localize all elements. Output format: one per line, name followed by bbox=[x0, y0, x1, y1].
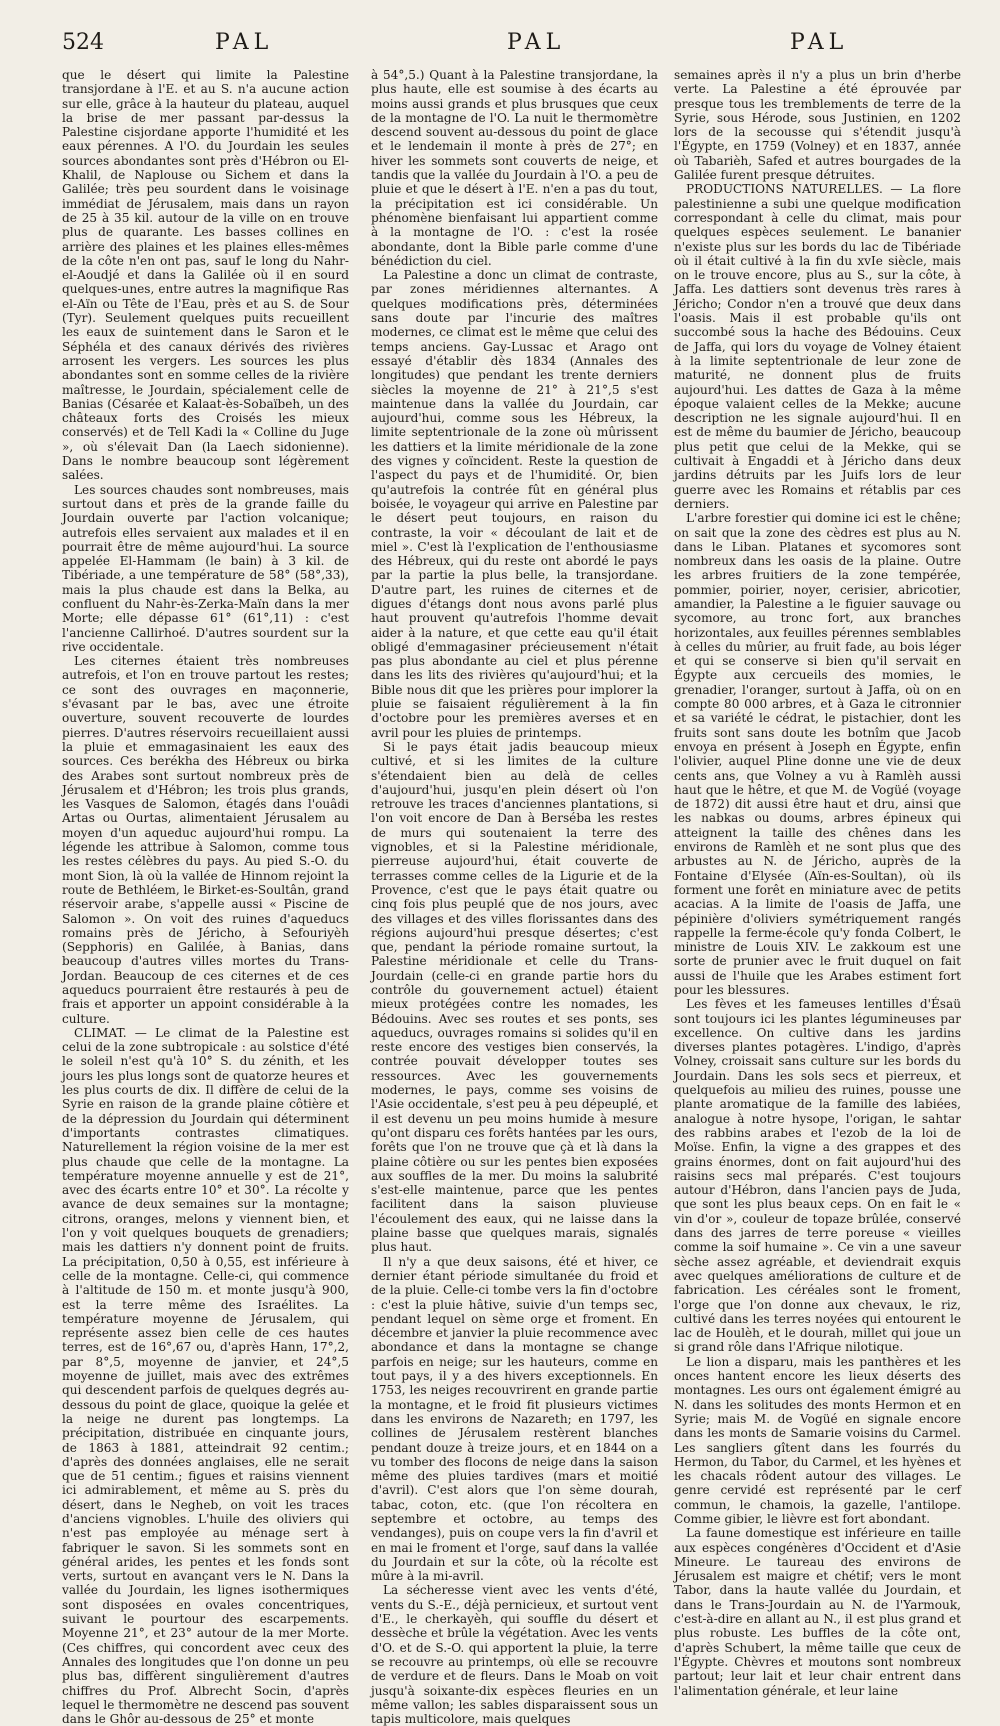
paragraph-climat: CLIMAT. — Le climat de la Palestine est celui de la zone subtropicale : au solstice d'été le soleil n'est qu'à 10° S. du zénith, et les jours les plus longs sont de quatorze heures et les plus courts de dix. Il diffère de celui de la Syrie en raison de la grande plaine côtière et de la dépression du Jourdain qui déterminent d'importants contrastes climatiques. Naturellement la région voisine de la mer est plus chaude que celle de la montagne. La température moyenne annuelle y est de 21°, avec des écarts entre 10° et 30°. La récolte y avance de deux semaines sur la montagne; citrons, oranges, melons y viennent bien, et l'on y voit quelques bouquets de grenadiers; mais les dattiers n'y donnent point de fruits. La précipitation, 0,50 à 0,55, est inférieure à celle de la montagne. Celle-ci, qui commence à l'altitude de 150 m. et monte jusqu'à 900, est la terre même des Israélites. La température moyenne de Jérusalem, qui représente assez bien celle de ces hautes terres, est de 16°,67 ou, d'après Hann, 17°,2, par 8°,5, moyenne de janvier, et 24°,5 moyenne de juillet, mais avec des extrêmes qui descendent parfois de quelques degrés au-dessous du point de glace, quoique la gelée et la neige ne durent pas longtemps. La précipitation, distribuée en cinquante jours, de 1863 à 1881, atteindrait 92 centim.; d'après des données anglaises, elle ne serait que de 51 centim.; figues et raisins viennent ici admirablement, et même au S. près du désert, dans le Negheb, on voit les traces d'anciens vignobles. L'huile des oliviers qui n'est pas employée au ménage sert à fabriquer le savon. Si les sommets sont en général arides, les pentes et les fonds sont verts, surtout en avançant vers le N. Dans la vallée du Jourdain, les lignes isothermiques sont disposées en ovales concentriques, suivant le pourtour des escarpements. Moyenne 21°, et 23° autour de la mer Morte. (Ces chiffres, qui concordent avec ceux des Annales des longitudes que l'on donne un peu plus bas, diffèrent singulièrement d'autres chiffres du Prof. Albrecht Socin, d'après lequel le thermomètre ne descend pas souvent dans le Ghôr au-dessous de 25° et monte bbox=[62, 1025, 350, 1726]
paragraph: Les citernes étaient très nombreuses autrefois, et l'on en trouve partout les restes; ce sont des ouvrages en maçonnerie, s'évasant par le bas, avec une étroite ouverture, souvent recouverte de lourdes pierres. D'autres réservoirs recueillaient aussi la pluie et emmagasinaient les eaux des sources. Ces berékha des Hébreux ou birka des Arabes sont surtout nombreux près de Jérusalem et d'Hébron; les trois plus grands, les Vasques de Salomon, étagés dans l'ouâdi Artas ou Ourtas, alimentaient Jérusalem au moyen d'un aqueduc aujourd'hui rompu. La légende les attribue à Salomon, comme tous les restes célèbres du pays. Au pied S.-O. du mont Sion, là où la vallée de Hinnom rejoint la route de Bethléem, le Birket-es-Soultân, grand réservoir arabe, s'appelle aussi « Piscine de Salomon ». On voit des ruines d'aqueducs romains près de Jéricho, à Sefouriyèh (Sepphoris) en Galilée, à Banias, dans beaucoup d'autres villes mortes du Trans-Jordan. Beaucoup de ces citernes et de ces aqueducs pourraient être restaurés à peu de frais et apporter un appoint considérable à la culture. bbox=[62, 654, 349, 1026]
text-column-3 bbox=[674, 68, 961, 1698]
running-head-left: PAL bbox=[215, 30, 274, 55]
paragraph: Les fèves et les fameuses lentilles d'Ésaü sont toujours ici les plantes légumineuses par excellence. On cultive dans les jardins diverses plantes potagères. L'indigo, d'après Volney, croissait sans culture sur les bords du Jourdain. Dans les sols secs et pierreux, et quelquefois au milieu des ruines, pousse une plante aromatique de la famille des labiées, analogue à notre hysope, l'origan, le sahtar des rabbins arabes et l'ezob de la loi de Moïse. Enfin, la vigne a des grappes et des grains énormes, dont on fait aujourd'hui des raisins secs mal préparés. C'est toujours autour d'Hébron, dans l'ancien pays de Juda, que sont les plus beaux ceps. On en fait le « vin d'or », couleur de topaze brûlée, conservé dans des jarres de terre poreuse « vieilles comme la soif humaine ». Ce vin a une saveur sèche assez agréable, et deviendrait exquis avec quelques améliorations de culture et de fabrication. Les céréales sont le froment, l'orge que l'on donne aux chevaux, le riz, cultivé dans les terres noyées qui entourent le lac de Houlèh, et le dourah, millet qui joue un si grand rôle dans l'Afrique nilotique. bbox=[674, 997, 961, 1355]
paragraph: L'arbre forestier qui domine ici est le chêne; on sait que la zone des cèdres est plus au N. dans le Liban. Platanes et sycomores sont nombreux dans les oasis de la plaine. Outre les arbres fruitiers de la zone tempérée, pommier, poirier, noyer, cerisier, abricotier, amandier, la Palestine a le figuier sauvage ou sycomore, au tronc fort, aux branches horizontales, aux feuilles pérennes semblables à celles du mûrier, au fruit fade, au bois léger et qui se conserve si bien qu'il servait en Égypte aux cercueils des momies, le grenadier, l'oranger, surtout à Jaffa, où on en compte 80 000 arbres, et à Gaza le citronnier et sa variété le cédrat, le pistachier, dont les fruits sont sans doute les botnîm que Jacob envoya en présent à Joseph en Égypte, enfin l'olivier, auquel Pline donne une vie de deux cents ans, que Volney a vu à Ramlèh aussi haut que le hêtre, et que M. de Vogüé (voyage de 1872) dit aussi être haut et dru, ainsi que les nabkas ou doums, arbres épineux qui atteignent la taille des chênes dans les environs de Ramlèh et ne sont plus que des arbustes au N. de Jéricho, auprès de la Fontaine d'Elysée (Aïn-es-Soultan), où ils forment une forêt en miniature avec de petits acacias. A la limite de l'oasis de Jaffa, une pépinière d'oliviers symétriquement rangés rappelle la ferme-école qu'y fonda Colbert, le ministre de Louis XIV. Le zakkoum est une sorte de prunier avec le fruit duquel on fait aussi de l'huile que les Arabes estiment fort pour les blessures. bbox=[674, 511, 961, 997]
text-column-2 bbox=[371, 68, 658, 1726]
page-number: 524 bbox=[62, 30, 104, 55]
paragraph: à 54°,5.) Quant à la Palestine transjordane, la plus haute, elle est soumise à des écarts au moins aussi grands et plus brusques que ceux de la montagne de l'O. La nuit le thermomètre descend souvent au-dessous du point de glace et le lendemain il monte à près de 27°; en hiver les sommets sont couverts de neige, et tandis que la vallée du Jourdain à l'O. a peu de pluie et que le désert à l'E. n'en a pas du tout, la précipitation est ici considérable. Un phénomène bienfaisant lui appartient comme à la montagne de l'O. : c'est la rosée abondante, dont la Bible parle comme d'une bénédiction du ciel. bbox=[371, 68, 658, 268]
text-column-1 bbox=[62, 68, 350, 1726]
running-head-center: PAL bbox=[507, 30, 566, 55]
paragraph: Les sources chaudes sont nombreuses, mais surtout dans et près de la grande faille du Jourdain ouverte par l'action volcanique; autrefois elles servaient aux malades et il en pourrait être de même aujourd'hui. La source appelée El-Hammam (le bain) à 3 kil. de Tibériade, a une température de 58° (58°,33), mais la plus chaude est dans la Belka, au confluent du Nahr-ès-Zerka-Maïn dans la mer Morte; elle dépasse 61° (61°,11) : c'est l'ancienne Callirhoé. D'autres sourdent sur la rive occidentale. bbox=[62, 482, 349, 654]
paragraph: La Palestine a donc un climat de contraste, par zones méridiennes alternantes. A quelques modifications près, déterminées sans doute par l'incurie des maîtres modernes, ce climat est le même que celui des temps anciens. Gay-Lussac et Arago ont essayé d'établir dès 1834 (Annales des longitudes) que pendant les trente derniers siècles la moyenne de 21° à 21°,5 s'est maintenue dans la vallée du Jourdain, car aujourd'hui, comme sous les Hébreux, la limite septentrionale de la zone où mûrissent les dattiers et la limite méridionale de la zone des vignes y coïncident. Reste la question de l'aspect du pays et de l'humidité. Or, bien qu'autrefois la contrée fût en général plus boisée, le voyageur qui arrive en Palestine par le désert peut toujours, en raison du contraste, la voir « découlant de lait et de miel ». C'est là l'explication de l'enthousiasme des Hébreux, qui du reste ont abordé le pays par la partie la plus belle, la transjordane. D'autre part, les ruines de citernes et de digues d'étangs dont nous avons parlé plus haut prouvent qu'autrefois l'homme devait aider à la nature, et que cette eau qu'il était obligé d'emmagasiner précieusement n'était pas plus abondante au ciel et plus pérenne dans les lits des rivières qu'aujourd'hui; et la Bible nous dit que les prières pour implorer la pluie se faisaient régulièrement à la fin d'octobre pour les premières averses et en avril pour les pluies de printemps. bbox=[371, 268, 658, 740]
paragraph: La sécheresse vient avec les vents d'été, vents du S.-E., déjà pernicieux, et surtout vent d'E., le cherkayèh, qui souffle du désert et dessèche et brûle la végétation. Avec les vents d'O. et de S.-O. qui apportent la pluie, la terre se recouvre au printemps, où elle se recouvre de verdure et de fleurs. Dans le Moab on voit jusqu'à soixante-dix espèces fleuries en un même vallon; les sables disparaissent sous un tapis multicolore, mais quelques bbox=[371, 1583, 658, 1726]
paragraph: La faune domestique est inférieure en taille aux espèces congénères d'Occident et d'Asie Mineure. Le taureau des environs de Jérusalem est maigre et chétif; vers le mont Tabor, dans la haute vallée du Jourdain, et dans le Trans-Jourdain au N. de l'Yarmouk, c'est-à-dire en allant au N., il est plus grand et plus robuste. Les buffles de la côte ont, d'après Schubert, la même taille que ceux de l'Égypte. Chèvres et moutons sont nombreux partout; leur lait et leur chair entrent dans l'alimentation générale, et leur laine bbox=[674, 1526, 961, 1698]
paragraph: Si le pays était jadis beaucoup mieux cultivé, et si les limites de la culture s'étendaient bien au delà de celles d'aujourd'hui, jusqu'en plein désert où l'on retrouve les traces d'anciennes plantations, si l'on voit encore de Dan à Berséba les restes de murs qui soutenaient la terre des vignobles, et si la Palestine méridionale, pierreuse aujourd'hui, était couverte de terrasses comme celles de la Ligurie et de la Provence, c'est que le pays était quatre ou cinq fois plus peuplé que de nos jours, avec des villages et des villes florissantes dans des régions aujourd'hui presque désertes; c'est que, pendant la période romaine surtout, la Palestine méridionale et celle du Trans-Jourdain (celle-ci en grande partie hors du contrôle du gouvernement actuel) étaient mieux protégées contre les nomades, les Bédouins. Avec ses routes et ses ponts, ses aqueducs, ouvrages romains si solides qu'il en reste encore des vestiges bien conservés, la contrée pouvait développer toutes ses ressources. Avec les gouvernements modernes, le pays, comme ses voisins de l'Asie occidentale, s'est peu à peu dépeuplé, et il est devenu un peu moins humide à mesure qu'ont disparu ces forêts hantées par les ours, forêts que l'on ne trouve que çà et là dans la plaine côtière ou sur les pentes bien exposées aux souffles de la mer. Du moins la salubrité s'est-elle maintenue, parce que les pentes facilitent dans la saison pluvieuse l'écoulement des eaux, qui ne laisse dans la plaine basse que quelques marais, signalés plus haut. bbox=[371, 739, 658, 1255]
paragraph: semaines après il n'y a plus un brin d'herbe verte. La Palestine a été éprouvée par presque tous les tremblements de terre de la Syrie, sous Hérode, sous Justinien, en 1202 lors de la secousse qui s'étendit jusqu'à l'Égypte, en 1759 (Volney) et en 1837, année où Tabarièh, Safed et autres bourgades de la Galilée furent presque détruites. bbox=[674, 68, 961, 183]
paragraph-productions: PRODUCTIONS NATURELLES. — La flore palestinienne a subi une quelque modification correspondant à celle du climat, mais pour quelques espèces seulement. Le bananier n'existe plus sur les bords du lac de Tibériade où il était cultivé à la fin du xvIe siècle, mais on le trouve encore, plus au S., sur la côte, à Jaffa. Les dattiers sont devenus très rares à Jéricho; Condor n'en a trouvé que deux dans l'oasis. Mais il est probable qu'ils ont succombé sous la hache des Bédouins. Ceux de Jaffa, qui lors du voyage de Volney étaient à la limite septentrionale de leur zone de maturité, ne donnent plus de fruits aujourd'hui. Les dattes de Gaza à la même époque valaient celles de la Mekke; aucune description ne les signale aujourd'hui. Il en est de même du baumier de Jéricho, beaucoup plus petit que celui de la Mekke, qui se cultivait à Engaddi et à Jéricho dans deux jardins détruits par les Juifs lors de leur guerre avec les Romains et rétablis par ces derniers. bbox=[674, 182, 961, 511]
paragraph: Le lion a disparu, mais les panthères et les onces hantent encore les lieux déserts des montagnes. Les ours ont également émigré au N. dans les solitudes des monts Hermon et en Syrie; mais M. de Vogüé en signale encore dans les monts de Samarie voisins du Carmel. Les sangliers gîtent dans les fourrés du Hermon, du Tabor, du Carmel, et les hyènes et les chacals rôdent autour des villages. Le genre cervidé est représenté par le cerf commun, le chamois, la gazelle, l'antilope. Comme gibier, le lièvre est fort abondant. bbox=[674, 1354, 961, 1526]
running-head-right: PAL bbox=[790, 30, 849, 55]
paragraph: que le désert qui limite la Palestine transjordane à l'E. et au S. n'a aucune action sur elle, grâce à la hauteur du plateau, auquel la brise de mer passant par-dessus la Palestine cisjordane apporte l'humidité et les eaux pérennes. A l'O. du Jourdain les seules sources abondantes sont près d'Hébron ou El-Khalil, de Naplouse ou Sichem et dans la Galilée; très peu sourdent dans le voisinage immédiat de Jérusalem, mais dans un rayon de 25 à 35 kil. autour de la ville on en trouve plus de quarante. Les basses collines en arrière des plaines et les plaines elles-mêmes de la côte n'en ont pas, sauf le long du Nahr-el-Aoudjé et dans la Galilée où il en sourd quelques-unes, entre autres la magnifique Ras el-Aïn ou Tête de l'Eau, près et au S. de Sour (Tyr). Seulement quelques puits recueillent les eaux de suintement dans le Saron et le Séphéla et des canaux dérivés des rivières arrosent les vergers. Les sources les plus abondantes sont en somme celles de la rivière maîtresse, le Jourdain, spécialement celle de Banias (Césarée et Kalaat-ès-Sobaïbeh, un des châteaux forts des Croisés les mieux conservés) et de Tell Kadi la « Colline du Juge », où s'élevait Dan (la Laech sidonienne). Dans le nombre beaucoup sont légèrement salées. bbox=[62, 68, 349, 483]
paragraph: Il n'y a que deux saisons, été et hiver, ce dernier étant période simultanée du froid et de la pluie. Celle-ci tombe vers la fin d'octobre : c'est la pluie hâtive, suivie d'un temps sec, pendant lequel on sème orge et froment. En décembre et janvier la pluie recommence avec abondance et dans la montagne se change parfois en neige; sur les hauteurs, comme en tout pays, il y a des hivers exceptionnels. En 1753, les neiges recouvrirent en grande partie la montagne, et le froid fit plusieurs victimes dans les environs de Nazareth; en 1797, les collines de Jérusalem restèrent blanches pendant douze à treize jours, et en 1844 on a vu tomber des flocons de neige dans la saison même des pluies tardives (mars et moitié d'avril). C'est alors que l'on sème dourah, tabac, coton, etc. (que l'on récoltera en septembre et octobre, au temps des vendanges), puis on coupe vers la fin d'avril et en mai le froment et l'orge, sauf dans la vallée du Jourdain et sur la côte, où la récolte est mûre à la mi-avril. bbox=[371, 1254, 658, 1584]
